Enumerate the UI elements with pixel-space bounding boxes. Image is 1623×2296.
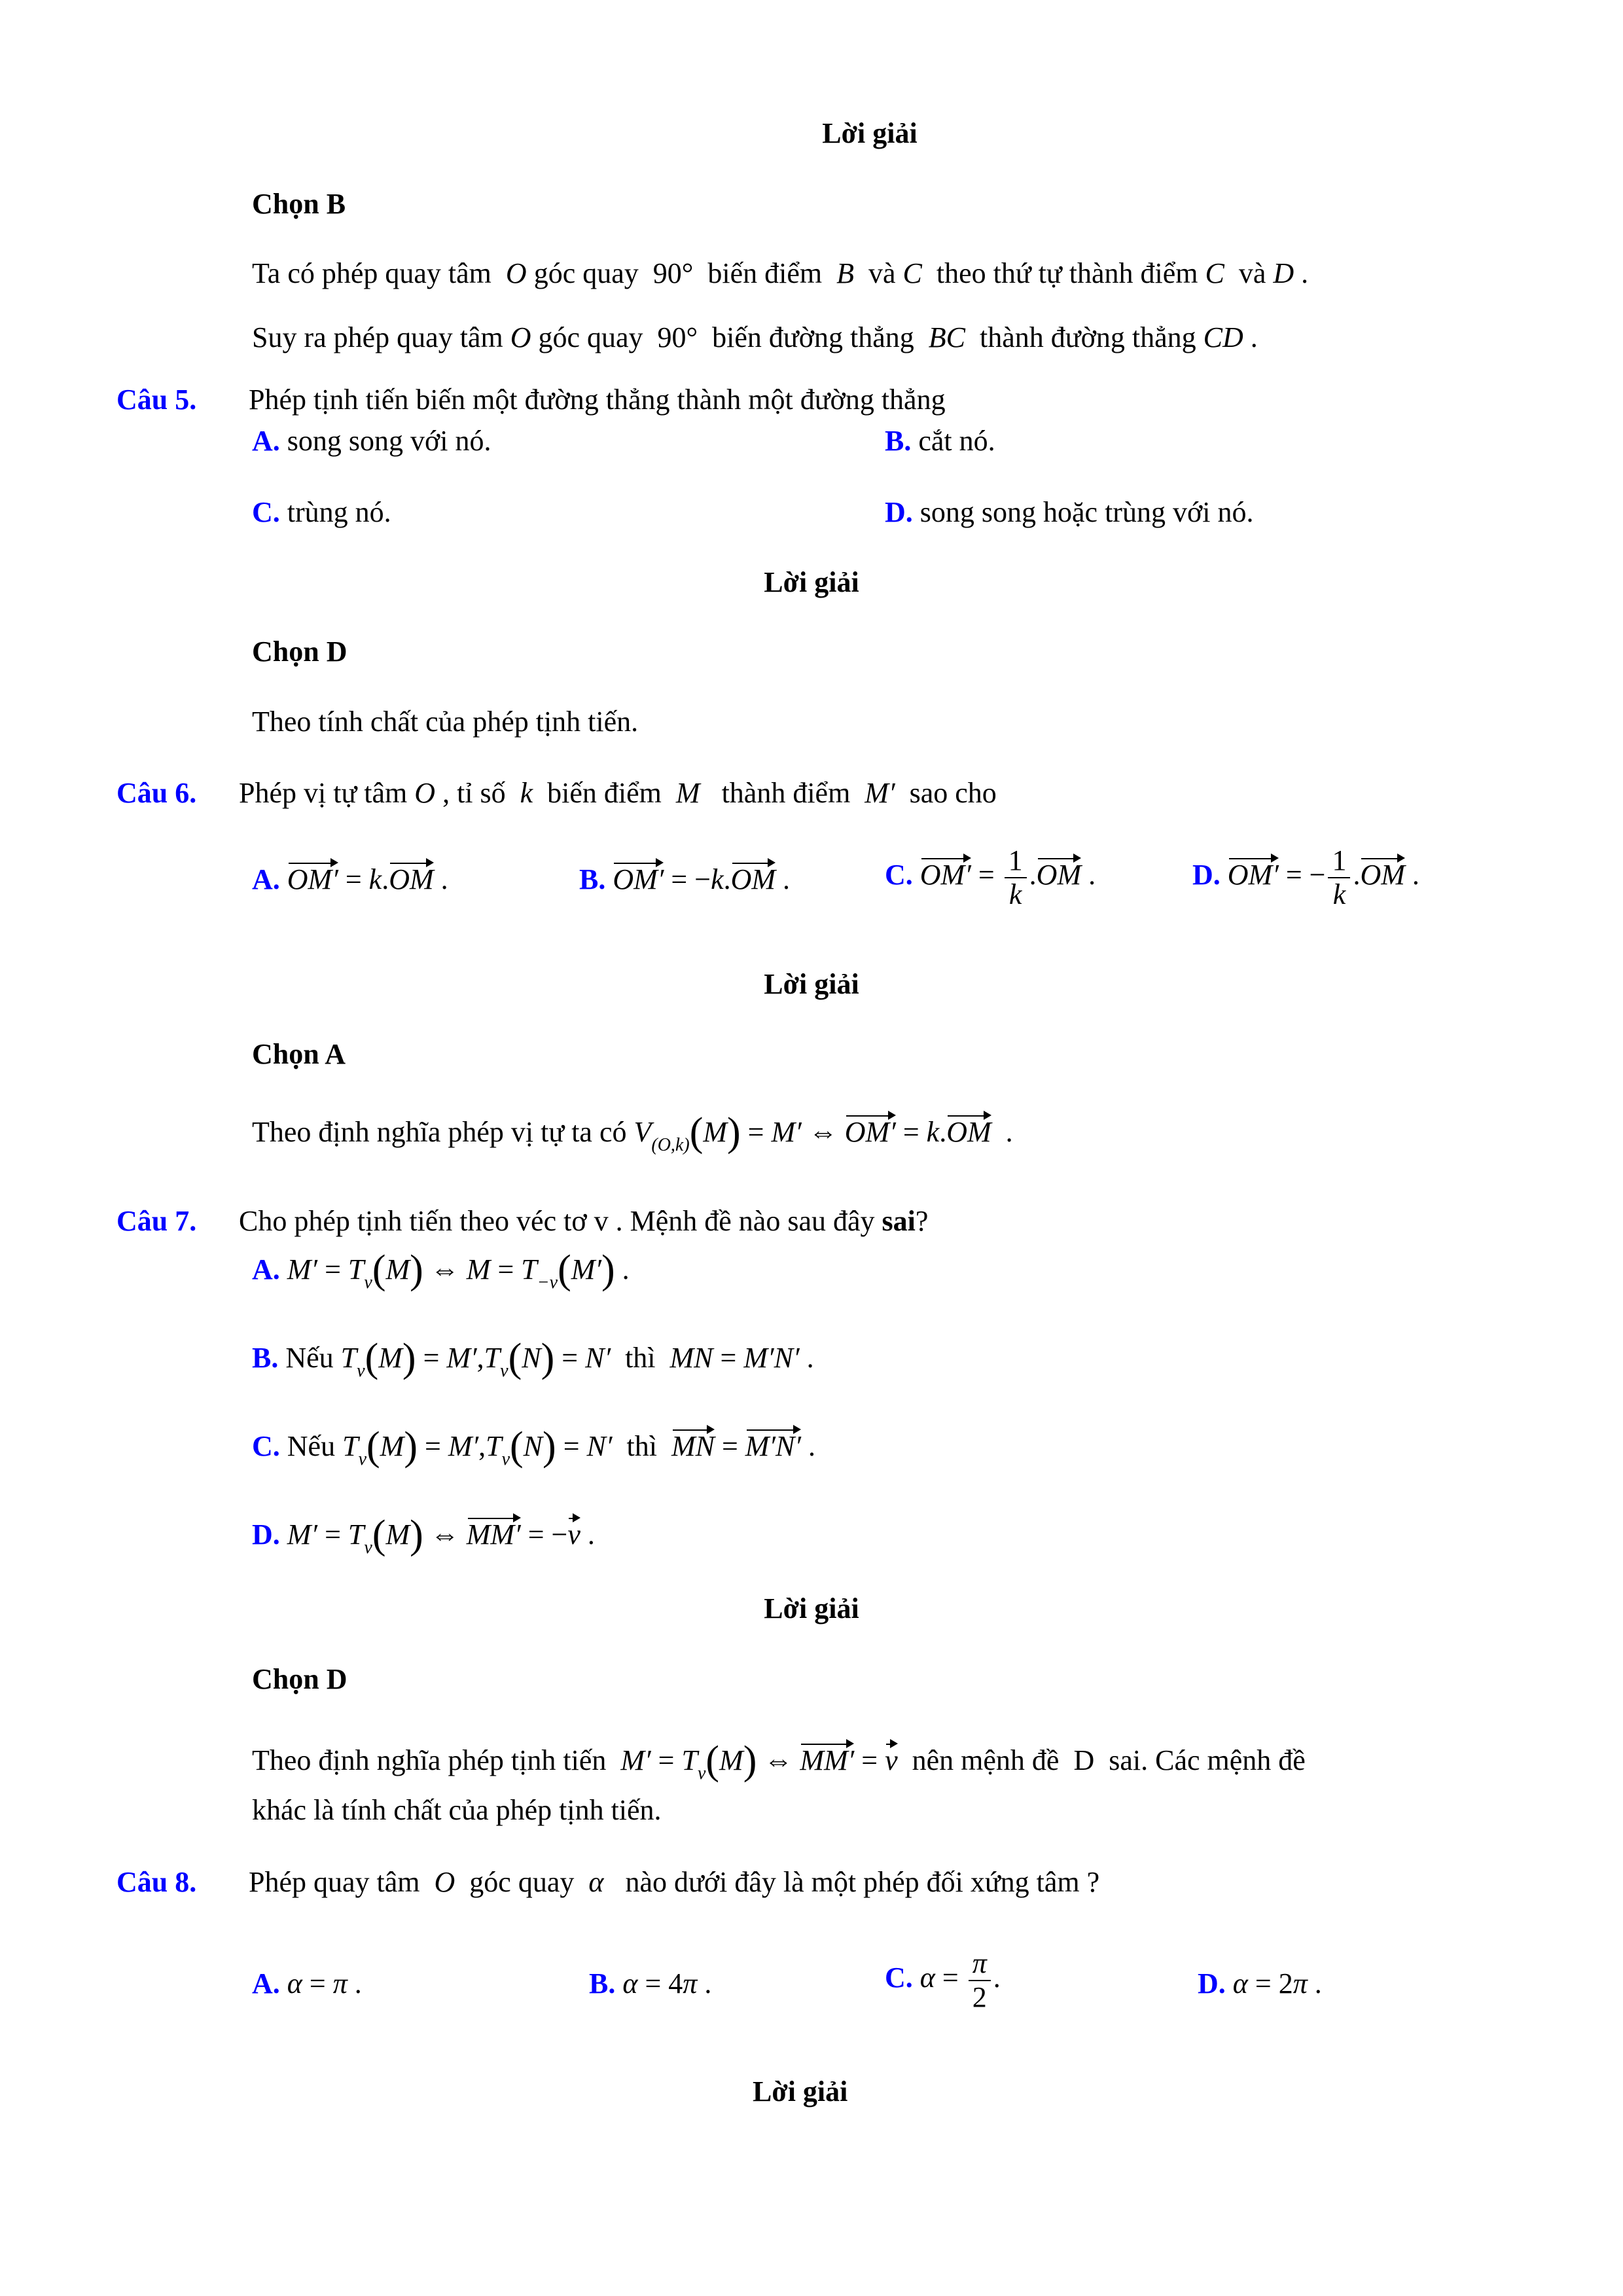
q6-option-d: D. OM′ = − $\frac{1}{k}$ .OM . <box>1192 844 1419 910</box>
q5-option-d <box>885 495 1253 529</box>
q5-option-b-text: cắt nó. <box>918 425 995 457</box>
q5-option-a-text: song song với nó. <box>287 425 491 457</box>
q6-question-text <box>239 776 240 777</box>
q8-option-d-letter: D. <box>1198 1967 1226 2000</box>
q5-option-c-text: trùng nó. <box>287 496 391 528</box>
q6-option-c-letter: C. <box>885 859 913 891</box>
q6-option-a: A. OM′ = k.OM . <box>252 863 448 895</box>
q6-option-c: C. OM′ = $\frac{1}{k}$ .OM . <box>885 844 1096 910</box>
q8-option-c: C. α = $\frac{\pi}{2}$ . <box>885 1947 1001 2013</box>
q5-option-c-letter: C. <box>252 496 280 528</box>
q8-option-c-letter: C. <box>885 1962 913 1994</box>
q7-option-c: C. Nếu $T_v(M) = M',T_v(N) = N'$ thì MN = M′N′ . <box>252 1424 816 1469</box>
q8-option-a: A. α = π . <box>252 1967 362 2000</box>
q8-option-b-letter: B. <box>589 1967 616 2000</box>
q7-question-end: ? <box>915 1205 929 1237</box>
q7-option-b-text <box>252 1335 253 1336</box>
q6-solution-heading: Lời giải <box>764 968 859 1000</box>
q4-explanation-line2: Suy ra phép quay tâm O góc quay 90° biến đường thẳng BC thành đường thẳng CD . <box>252 321 1258 353</box>
q6-option-d-letter: D. <box>1192 859 1221 891</box>
q6-option-a-letter: A. <box>252 863 280 895</box>
q4-explanation-line1: Ta có phép quay tâm O góc quay 90° biến điểm B và C theo thứ tự thành điểm C và D . <box>252 257 1309 289</box>
solution-heading <box>116 117 1623 150</box>
q7-option-d-text <box>252 1512 253 1513</box>
q5-label: Câu 5. <box>116 384 197 416</box>
q7-question-bold: sai <box>882 1205 916 1237</box>
q7-question-text: Cho phép tịnh tiến theo véc tơ v . Mệnh đề nào sau đây <box>239 1205 875 1237</box>
q8-solution-heading: Lời giải <box>753 2075 848 2108</box>
q7-choice: Chọn D <box>252 1663 348 1695</box>
q7-label: Câu 7. <box>116 1205 197 1237</box>
q5-option-b-letter: B. <box>885 425 912 457</box>
q5-question: Phép tịnh tiến biến một đường thẳng thành một đường thẳng <box>249 384 946 416</box>
q8-label: Câu 8. <box>116 1866 197 1898</box>
q6-explanation: Theo định nghĩa phép vị tự ta có $V_{(O,k)}(M) = M'$ ⇔ OM′ = k.OM . <box>252 1110 1013 1155</box>
q6-option-b: B. OM′ = −k.OM . <box>579 863 791 895</box>
q6-choice: Chọn A <box>252 1038 346 1070</box>
q5-option-c <box>252 495 391 529</box>
q4-choice: Chọn B <box>252 188 346 220</box>
q7-question <box>239 1204 928 1238</box>
q7-option-b-letter: B. <box>252 1342 279 1374</box>
q7-solution-heading: Lời giải <box>764 1592 859 1624</box>
q7-explanation-line2: khác là tính chất của phép tịnh tiến. <box>252 1794 662 1826</box>
q7-option-a: A. $M' = T_v(M)$ ⇔ $M = T_{-v}(M')$ . <box>252 1247 630 1293</box>
q6-option-b-letter: B. <box>579 863 606 895</box>
q6-explanation-text <box>252 1109 253 1110</box>
q8-option-b: B. α = 4π . <box>589 1967 712 2000</box>
q7-option-d-letter: D. <box>252 1518 280 1551</box>
q5-solution-heading: Lời giải <box>764 566 859 598</box>
q7-explanation-line1: Theo định nghĩa phép tịnh tiến $M' = T_v(M)$ ⇔ MM′ = v nên mệnh đề D sai. Các mệnh đề <box>252 1738 1306 1784</box>
q8-option-d: D. α = 2π . <box>1198 1967 1322 2000</box>
q8-option-a-letter: A. <box>252 1967 280 2000</box>
q7-option-b: B. Nếu $T_v(M) = M',T_v(N) = N'$ thì MN = M′N′ . <box>252 1336 814 1381</box>
q5-option-d-text: song song hoặc trùng với nó. <box>919 496 1254 528</box>
q5-option-b <box>885 424 995 457</box>
q8-question: Phép quay tâm O góc quay α nào dưới đây là một phép đối xứng tâm ? <box>249 1866 1100 1898</box>
q7-option-a-letter: A. <box>252 1253 280 1285</box>
q7-option-c-letter: C. <box>252 1430 280 1462</box>
solution-heading-text: Lời giải <box>822 117 918 149</box>
q5-explanation: Theo tính chất của phép tịnh tiến. <box>252 706 639 738</box>
q7-option-d: D. $M' = T_v(M)$ ⇔ MM′ = −v . <box>252 1513 595 1558</box>
q5-option-a-letter: A. <box>252 425 280 457</box>
q5-option-a <box>252 424 491 457</box>
q5-option-d-letter: D. <box>885 496 913 528</box>
q6-question: Phép vị tự tâm O , tỉ số k biến điểm M thành điểm M′ sao cho <box>239 777 997 809</box>
q6-option-d-text <box>1192 844 1193 845</box>
q5-choice: Chọn D <box>252 636 348 668</box>
q6-label: Câu 6. <box>116 777 197 809</box>
